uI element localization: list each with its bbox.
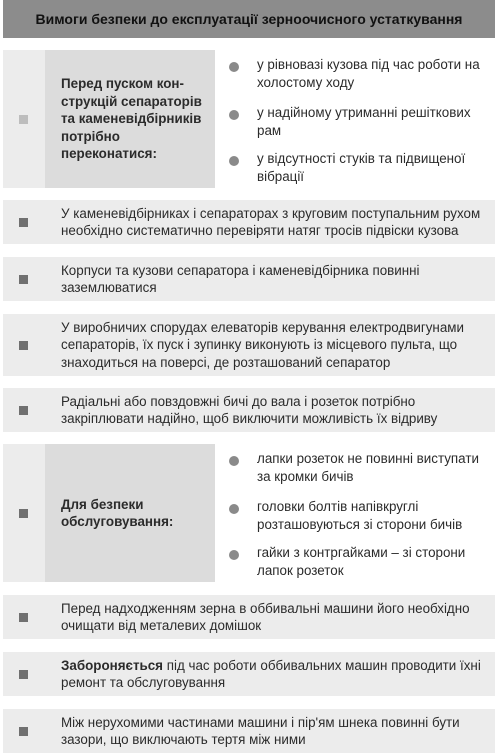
- requirement-text: Радіальні або повздовжні бичі до вала і розеток потрібно закріплювати надійно, щоб виключити можливість їх відриву: [61, 393, 438, 426]
- service-safety-heading: Для безпеки обслуговування:: [45, 444, 215, 582]
- requirement-row: [3, 595, 495, 639]
- list-item: у відсутності стуків та підвищеної вібрації: [229, 150, 489, 185]
- requirement-text: У виробничих спорудах елеваторів керування електродвигунами сепараторів, їх пуск і зупинку виконують із місцевого пульта, що знаходиться на поверсі, де розташований сепаратор: [61, 319, 464, 370]
- requirement-text: У каменевідбірниках і сепараторах з круговим поступальним рухом необхідно систематично перевіряти натяг тросів підвіски кузова: [61, 205, 481, 238]
- list-item: лапки розеток не повинні виступати за кромки бичів: [229, 450, 489, 485]
- square-bullet-icon: [19, 509, 28, 518]
- requirement-row: [3, 652, 495, 696]
- prestart-check-list: [215, 50, 495, 188]
- requirement-row: [3, 388, 495, 432]
- requirement-row: [3, 257, 495, 301]
- list-item: у рівновазі кузова під час роботи на холостому ходу: [229, 56, 489, 91]
- round-bullet-icon: [229, 456, 239, 466]
- requirement-text: Забороняється під час роботи оббивальних машин проводити їхні ремонт та обслуговування: [61, 657, 481, 690]
- list-item: гайки з контргайками – зі сторони лапок розеток: [229, 544, 489, 579]
- prestart-check-heading: Перед пуском кон-струкцій сепараторів та каменевідбірників потрібно переконатися:: [45, 50, 215, 188]
- round-bullet-icon: [229, 156, 239, 166]
- square-bullet-icon: [19, 218, 28, 227]
- service-safety-list: [215, 444, 495, 582]
- list-item: головки болтів напівкруглі розташовуються зі сторони бичів: [229, 498, 489, 533]
- round-bullet-icon: [229, 504, 239, 514]
- square-bullet-icon: [19, 341, 28, 350]
- square-bullet-icon: [19, 406, 28, 415]
- square-bullet-icon: [19, 275, 28, 284]
- requirement-text: Корпуси та кузови сепаратора і каменевідбірника повинні заземлюватися: [61, 262, 420, 295]
- square-bullet-icon: [19, 613, 28, 622]
- prestart-check-block: [3, 50, 495, 188]
- forbidden-label: Забороняється: [61, 657, 163, 673]
- round-bullet-icon: [229, 550, 239, 560]
- requirement-text: Перед надходженням зерна в оббивальні машини його необхідно очищати від металевих домішок: [61, 600, 470, 633]
- service-safety-block: [3, 444, 495, 582]
- square-bullet-icon: [19, 115, 28, 124]
- round-bullet-icon: [229, 62, 239, 72]
- requirement-row: [3, 200, 495, 244]
- requirement-row: [3, 314, 495, 376]
- requirement-text: Між нерухомими частинами машини і пір'ям шнека повинні бути зазори, що виключають тертя між ними: [61, 714, 460, 747]
- square-bullet-icon: [19, 670, 28, 679]
- row-marker: [3, 444, 43, 582]
- page-title: Вимоги безпеки до експлуатації зерноочисного устаткування: [3, 0, 495, 38]
- round-bullet-icon: [229, 110, 239, 120]
- list-item: у надійному утриманні решіткових рам: [229, 104, 489, 139]
- square-bullet-icon: [19, 727, 28, 736]
- requirement-row: [3, 709, 495, 753]
- row-marker: [3, 50, 43, 188]
